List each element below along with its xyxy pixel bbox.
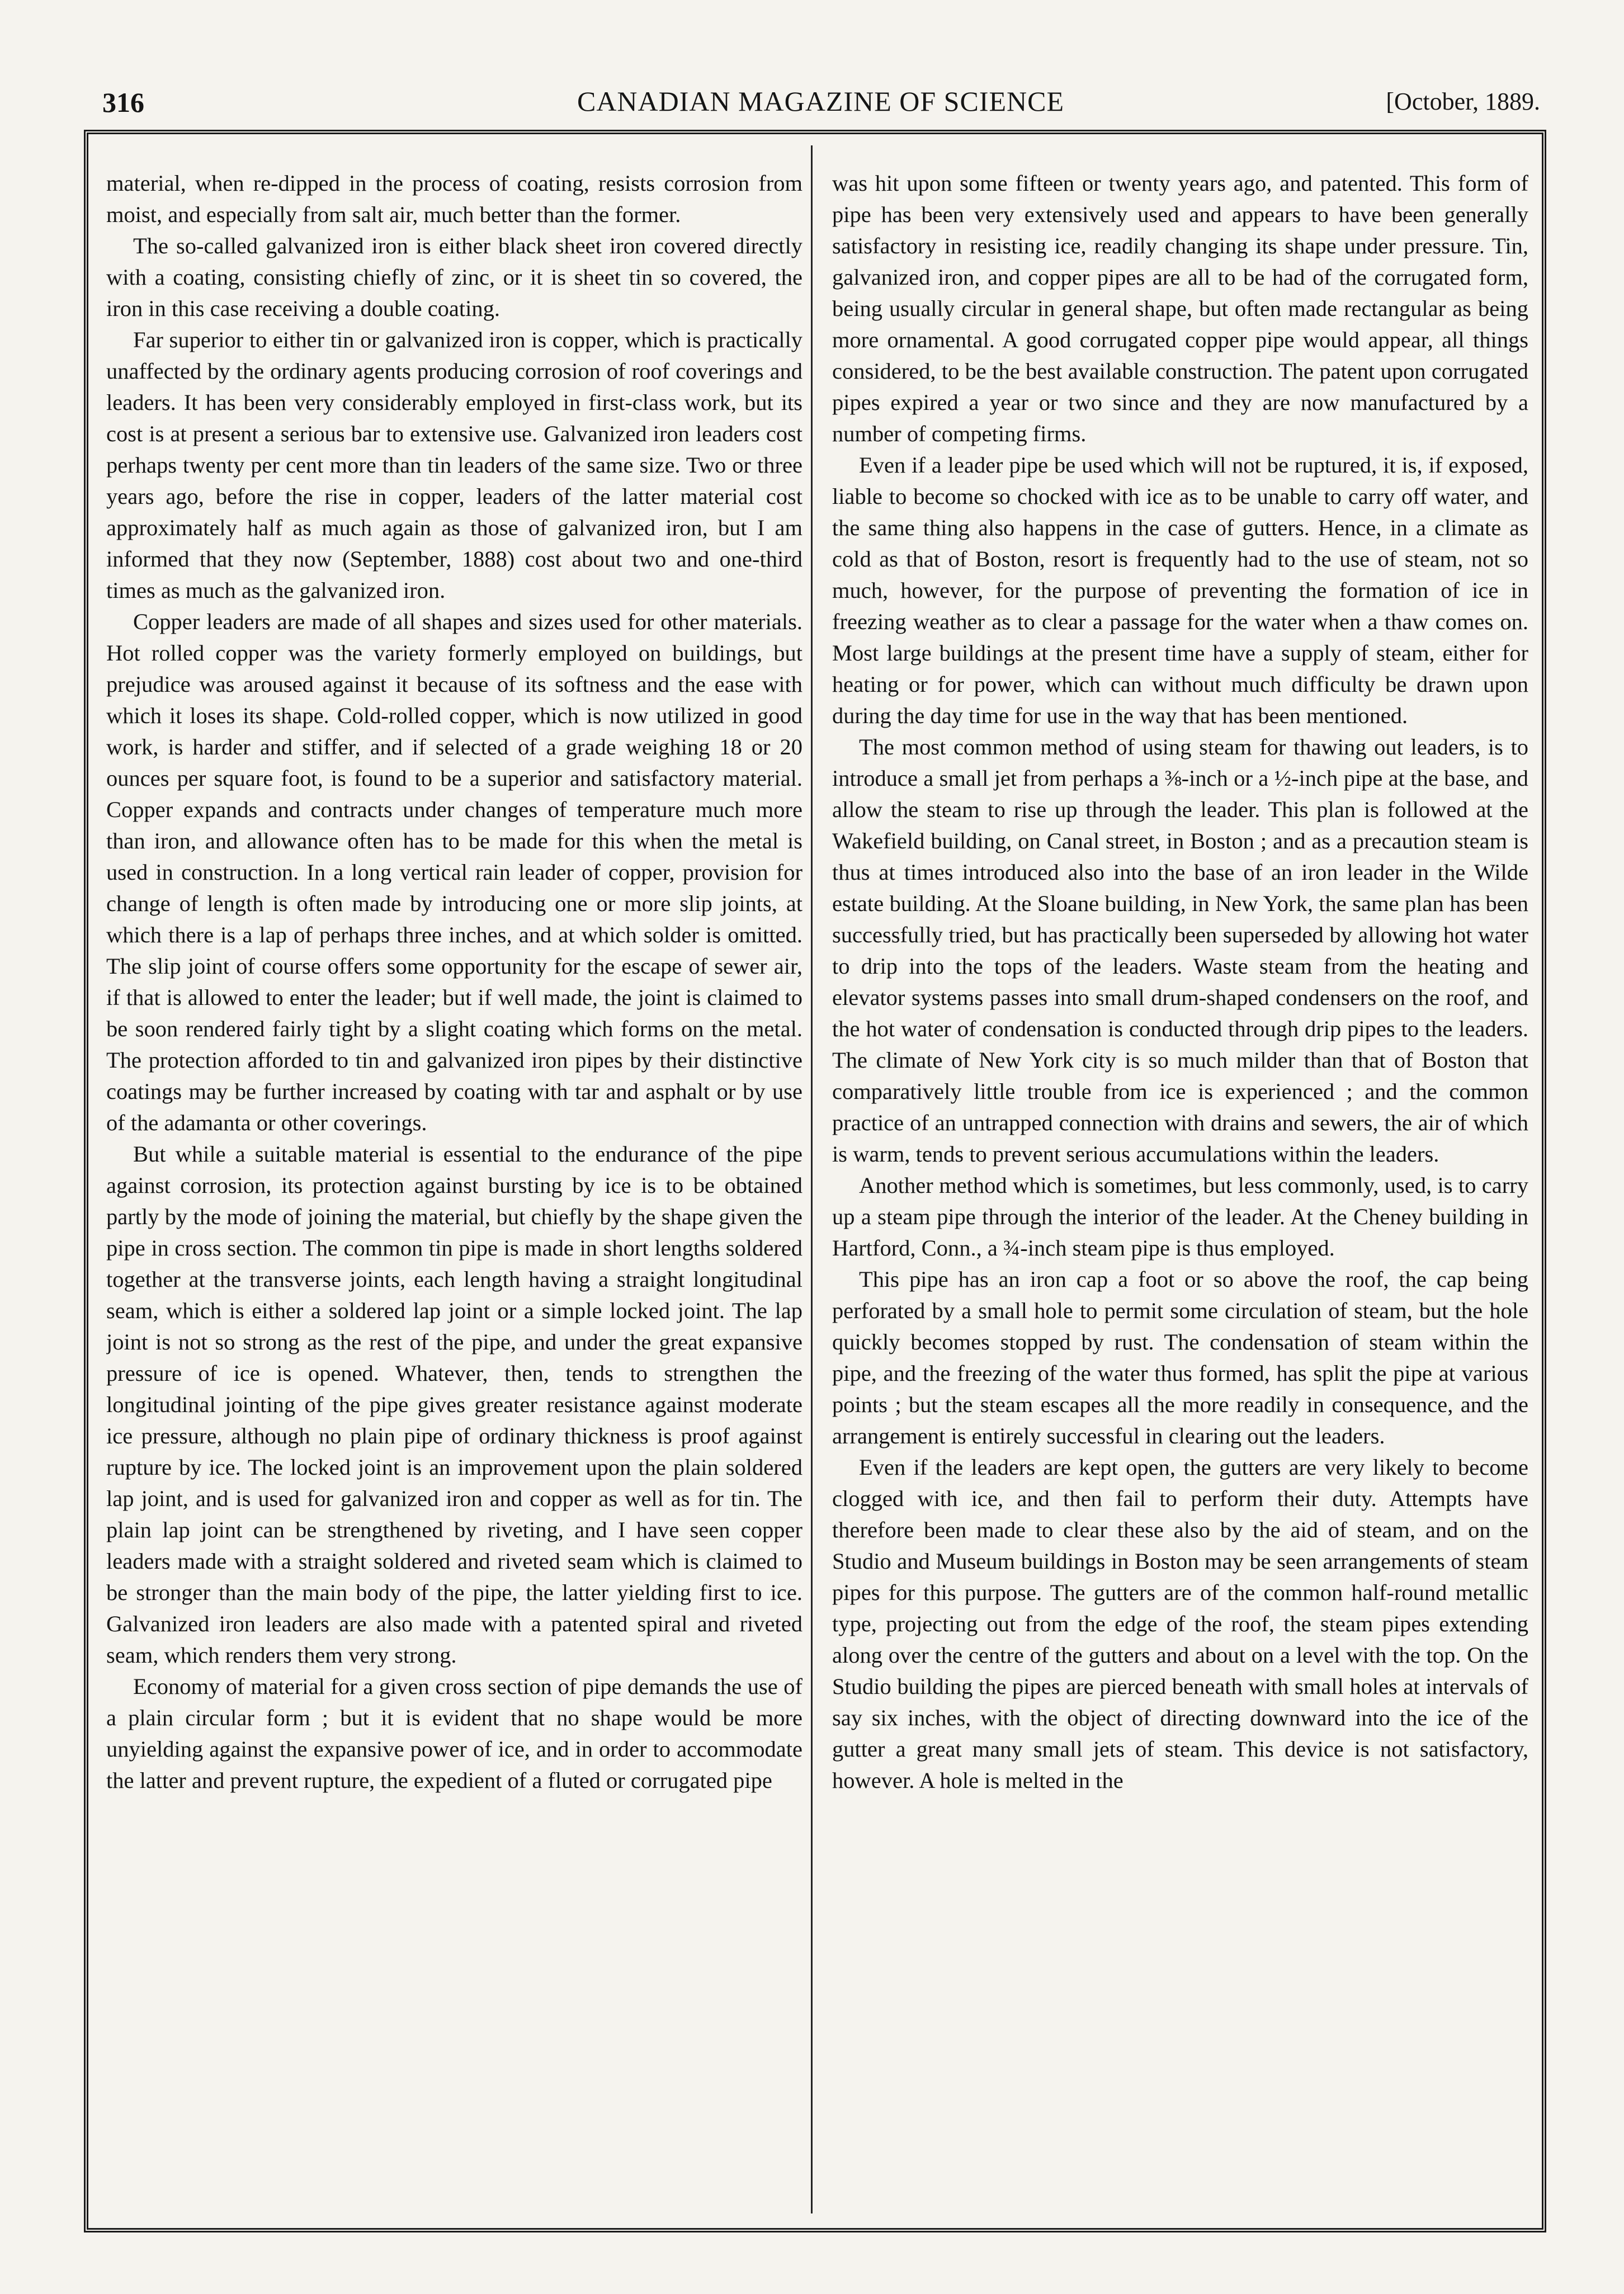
paragraph: Another method which is sometimes, but less commonly, used, is to carry up a steam pipe through the interior of the leader. At the Cheney building in Hartford, Conn., a ¾-inch steam pipe is thus employed. — [832, 1173, 1528, 1261]
page-header — [98, 84, 1543, 129]
running-title: CANADIAN MAGAZINE OF SCIENCE — [577, 86, 1065, 117]
paragraph: material, when re-dipped in the process of coating, resists corrosion from moist, and especially from salt air, much better than the former. — [106, 171, 802, 227]
paragraph: Copper leaders are made of all shapes and sizes used for other materials. Hot rolled copper was the variety formerly employed on buildings, but prejudice was aroused against it because of its softness and the ease with which it loses its shape. Cold-rolled copper, which is now utilized in good work, is harder and stiffer, and if selected of a grade weighing 18 or 20 ounces per square foot, is found to be a superior and satisfactory material. Copper expands and contracts under changes of temperature much more than iron, and allowance often has to be made for this when the metal is used in construction. In a long vertical rain leader of copper, provision for change of length is often made by introducing one or more slip joints, at which there is a lap of perhaps three inches, and at which solder is omitted. The slip joint of course offers some opportunity for the escape of sewer air, if that is allowed to enter the leader; but if well made, the joint is claimed to be soon rendered fairly tight by a slight coating which forms on the metal. The protection afforded to tin and galvanized iron pipes by their distinctive coatings may be further increased by coating with tar and asphalt or by use of the adamanta or other coverings. — [106, 609, 802, 1135]
paragraph: The so-called galvanized iron is either black sheet iron covered directly with a coating, consisting chiefly of zinc, or it is sheet tin so covered, the iron in this case receiving a double coating. — [106, 233, 802, 321]
right-column — [832, 168, 1528, 2220]
left-column — [106, 168, 802, 2220]
paragraph: was hit upon some fifteen or twenty years ago, and patented. This form of pipe has been very extensively used and appears to have been generally satisfactory in resisting ice, readily changing its shape under pressure. Tin, galvanized iron, and copper pipes are all to be had of the corrugated form, being usually circular in general shape, but often made rectangular as being more ornamental. A good corrugated copper pipe would appear, all things considered, to be the best available construction. The patent upon corrugated pipes expired a year or two since and they are now manufactured by a number of competing firms. — [832, 171, 1528, 446]
column-divider — [811, 145, 813, 2213]
page-number: 316 — [102, 87, 144, 118]
paragraph: Economy of material for a given cross section of pipe demands the use of a plain circular form ; but it is evident that no shape would be more unyielding against the expansive power of ice, and in order to accommodate the latter and prevent rupture, the expedient of a fluted or corrugated pipe — [106, 1674, 802, 1793]
paragraph: Far superior to either tin or galvanized iron is copper, which is practically unaffected by the ordinary agents producing corrosion of roof coverings and leaders. It has been very considerably employed in first-class work, but its cost is at present a serious bar to extensive use. Galvanized iron leaders cost perhaps twenty per cent more than tin leaders of the same size. Two or three years ago, before the rise in copper, leaders of the latter material cost approximately half as much again as those of galvanized iron, but I am informed that they now (September, 1888) cost about two and one-third times as much as the galvanized iron. — [106, 327, 802, 603]
paragraph: Even if the leaders are kept open, the gutters are very likely to become clogged with ice, and then fail to perform their duty. Attempts have therefore been made to clear these also by the aid of steam, and on the Studio and Museum buildings in Boston may be seen arrangements of steam pipes for this purpose. The gutters are of the common half-round metallic type, projecting out from the edge of the roof, the steam pipes extending along over the centre of the gutters and about on a level with the top. On the Studio building the pipes are pierced beneath with small holes at intervals of say six inches, with the object of directing downward into the ice of the gutter a great many small jets of steam. This device is not satisfactory, however. A hole is melted in the — [832, 1455, 1528, 1793]
paragraph: This pipe has an iron cap a foot or so above the roof, the cap being perforated by a small hole to permit some circulation of steam, but the hole quickly becomes stopped by rust. The condensation of steam within the pipe, and the freezing of the water thus formed, has split the pipe at various points ; but the steam escapes all the more readily in consequence, and the arrangement is entirely successful in clearing out the leaders. — [832, 1267, 1528, 1448]
paragraph: But while a suitable material is essential to the endurance of the pipe against corrosion, its protection against bursting by ice is to be obtained partly by the mode of joining the material, but chiefly by the shape given the pipe in cross section. The common tin pipe is made in short lengths soldered together at the transverse joints, each length having a straight longitudinal seam, which is either a soldered lap joint or a simple locked joint. The lap joint is not so strong as the rest of the pipe, and under the great expansive pressure of ice is opened. Whatever, then, tends to strengthen the longitudinal jointing of the pipe gives greater resistance against moderate ice pressure, although no plain pipe of ordinary thickness is proof against rupture by ice. The locked joint is an improvement upon the plain soldered lap joint, and is used for galvanized iron and copper as well as for tin. The plain lap joint can be strengthened by riveting, and I have seen copper leaders made with a straight soldered and riveted seam which is claimed to be stronger than the main body of the pipe, the latter yielding first to ice. Galvanized iron leaders are also made with a patented spiral and riveted seam, which renders them very strong. — [106, 1141, 802, 1668]
paragraph: The most common method of using steam for thawing out leaders, is to introduce a small jet from perhaps a ⅜-inch or a ½-inch pipe at the base, and allow the steam to rise up through the leader. This plan is followed at the Wakefield building, on Canal street, in Boston ; and as a precaution steam is thus at times introduced also into the base of an iron leader in the Wilde estate building. At the Sloane building, in New York, the same plan has been successfully tried, but has practically been superseded by allowing hot water to drip into the tops of the leaders. Waste steam from the heating and elevator systems passes into small drum-shaped condensers on the roof, and the hot water of condensation is conducted through drip pipes to the leaders. The climate of New York city is so much milder than that of Boston that comparatively little trouble from ice is experienced ; and the common practice of an untrapped connection with drains and sewers, the air of which is warm, tends to prevent serious accumulations within the leaders. — [832, 734, 1528, 1167]
issue-date: [October, 1889. — [1386, 88, 1540, 115]
paragraph: Even if a leader pipe be used which will not be ruptured, it is, if exposed, liable to become so chocked with ice as to be unable to carry off water, and the same thing also happens in the case of gutters. Hence, in a climate as cold as that of Boston, resort is frequently had to the use of steam, not so much, however, for the purpose of preventing the formation of ice in freezing weather as to clear a passage for the water when a thaw comes on. Most large buildings at the present time have a supply of steam, either for heating or for power, which can without much difficulty be drawn upon during the day time for use in the way that has been mentioned. — [832, 452, 1528, 728]
